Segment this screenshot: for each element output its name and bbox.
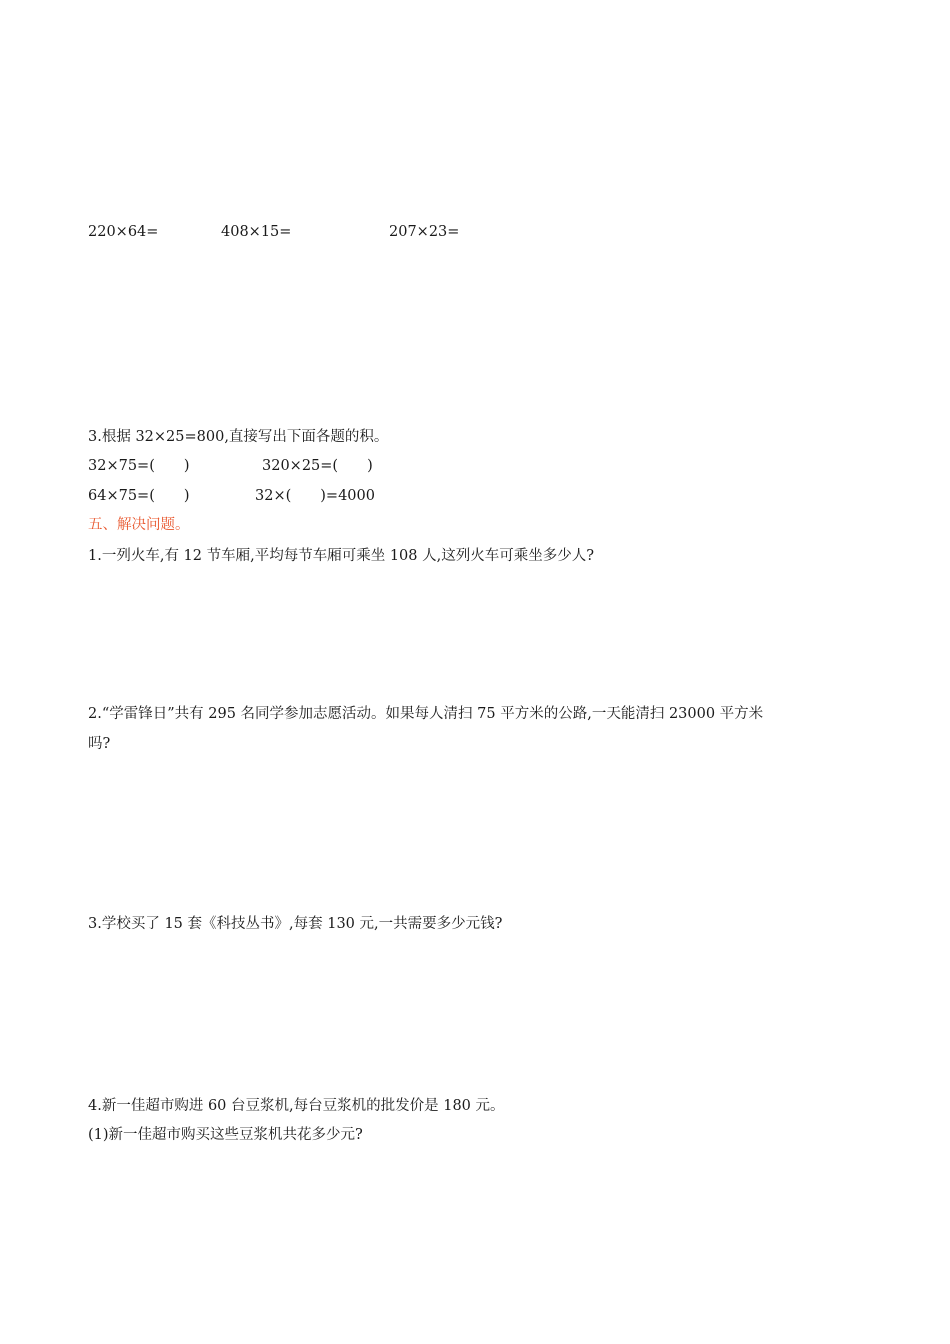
problem-3: 3.学校买了 15 套《科技丛书》,每套 130 元,一共需要多少元钱? [88, 916, 503, 932]
q3-row2-right: 32×( )=4000 [255, 488, 375, 504]
calc-item-2: 408×15= [221, 224, 292, 240]
q3-row1-right: 320×25=( ) [262, 458, 373, 474]
problem-2-line-2: 吗? [88, 736, 111, 752]
problem-1: 1.一列火车,有 12 节车厢,平均每节车厢可乘坐 108 人,这列火车可乘坐多少人? [88, 548, 594, 564]
problem-4-sub-1: (1)新一佳超市购买这些豆浆机共花多少元? [88, 1127, 363, 1143]
problem-2-line-1: 2.“学雷锋日”共有 295 名同学参加志愿活动。如果每人清扫 75 平方米的公路,一天能清扫 23000 平方米 [88, 706, 764, 722]
q3-prompt: 3.根据 32×25=800,直接写出下面各题的积。 [88, 429, 389, 445]
problem-4: 4.新一佳超市购进 60 台豆浆机,每台豆浆机的批发价是 180 元。 [88, 1098, 505, 1114]
q3-row1-left: 32×75=( ) [88, 458, 190, 474]
calc-item-1: 220×64= [88, 224, 159, 240]
calc-item-3: 207×23= [389, 224, 460, 240]
section-5-heading: 五、解决问题。 [88, 517, 190, 533]
q3-row2-left: 64×75=( ) [88, 488, 190, 504]
